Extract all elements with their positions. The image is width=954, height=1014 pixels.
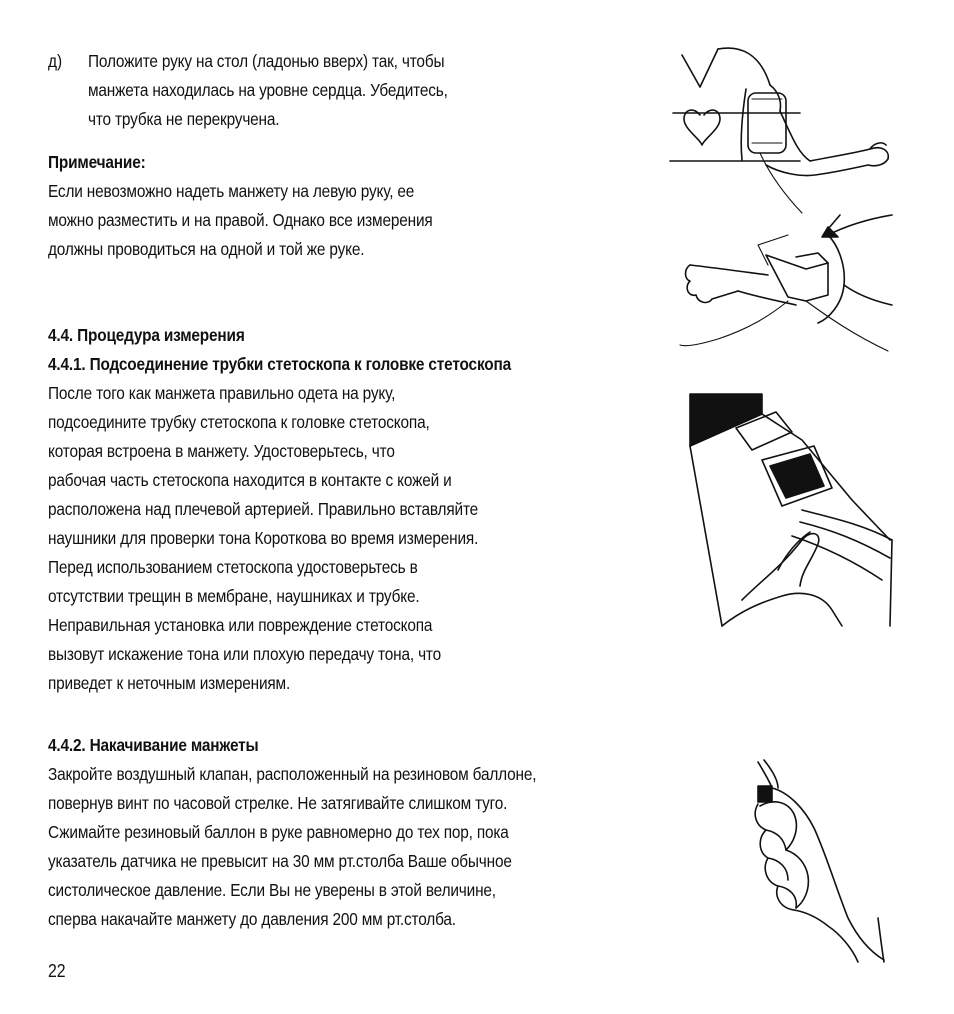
text-line: Неправильная установка или повреждение стетоскопа bbox=[48, 615, 433, 635]
section-4-4-2 bbox=[48, 731, 536, 934]
text-line: систолическое давление. Если Вы не уверены в этой величине, bbox=[48, 880, 496, 900]
text-line: указатель датчика не превысит на 30 мм рт.столба Ваше обычное bbox=[48, 851, 512, 871]
arm-at-heart-level-illustration bbox=[670, 45, 895, 220]
text-line: что трубка не перекручена. bbox=[88, 109, 280, 129]
note-block bbox=[48, 148, 433, 264]
text-line: которая встроена в манжету. Удостоверьтесь, что bbox=[48, 441, 395, 461]
text-line: повернув винт по часовой стрелке. Не затягивайте слишком туго. bbox=[48, 793, 508, 813]
text-line: наушники для проверки тона Короткова во время измерения. bbox=[48, 528, 479, 548]
step-d-text bbox=[88, 47, 448, 134]
step-letter: д) bbox=[48, 51, 63, 71]
text-line: Если невозможно надеть манжету на левую руку, ее bbox=[48, 181, 415, 201]
cuff-on-arm-illustration bbox=[678, 205, 898, 355]
text-line: Положите руку на стол (ладонью вверх) так, чтобы bbox=[88, 51, 445, 71]
text-line: сперва накачайте манжету до давления 200 мм рт.столба. bbox=[48, 909, 456, 929]
page-number: 22 bbox=[48, 961, 66, 981]
text-line: Закройте воздушный клапан, расположенный на резиновом баллоне, bbox=[48, 764, 537, 784]
section-heading: 4.4. Процедура измерения bbox=[48, 325, 245, 345]
hand-squeezing-bulb-illustration bbox=[748, 758, 888, 963]
text-line: Сжимайте резиновый баллон в руке равномерно до тех пор, пока bbox=[48, 822, 509, 842]
text-line: вызовут искажение тона или плохую передачу тона, что bbox=[48, 644, 442, 664]
text-line: манжета находилась на уровне сердца. Убедитесь, bbox=[88, 80, 448, 100]
text-line: можно разместить и на правой. Однако все измерения bbox=[48, 210, 433, 230]
subsection-heading: 4.4.1. Подсоединение трубки стетоскопа к головке стетоскопа bbox=[48, 354, 512, 374]
subsection-heading: 4.4.2. Накачивание манжеты bbox=[48, 735, 259, 755]
text-line: После того как манжета правильно одета на руку, bbox=[48, 383, 396, 403]
text-line: должны проводиться на одной и той же руке. bbox=[48, 239, 365, 259]
section-4-4 bbox=[48, 321, 511, 698]
text-line: подсоедините трубку стетоскопа к головке стетоскопа, bbox=[48, 412, 430, 432]
note-heading: Примечание: bbox=[48, 152, 146, 172]
text-line: приведет к неточным измерениям. bbox=[48, 673, 291, 693]
text-line: расположена над плечевой артерией. Правильно вставляйте bbox=[48, 499, 479, 519]
text-line: рабочая часть стетоскопа находится в контакте с кожей и bbox=[48, 470, 452, 490]
stethoscope-head-illustration bbox=[682, 390, 897, 630]
text-line: отсутствии трещин в мембране, наушниках и трубке. bbox=[48, 586, 420, 606]
text-line: Перед использованием стетоскопа удостоверьтесь в bbox=[48, 557, 418, 577]
